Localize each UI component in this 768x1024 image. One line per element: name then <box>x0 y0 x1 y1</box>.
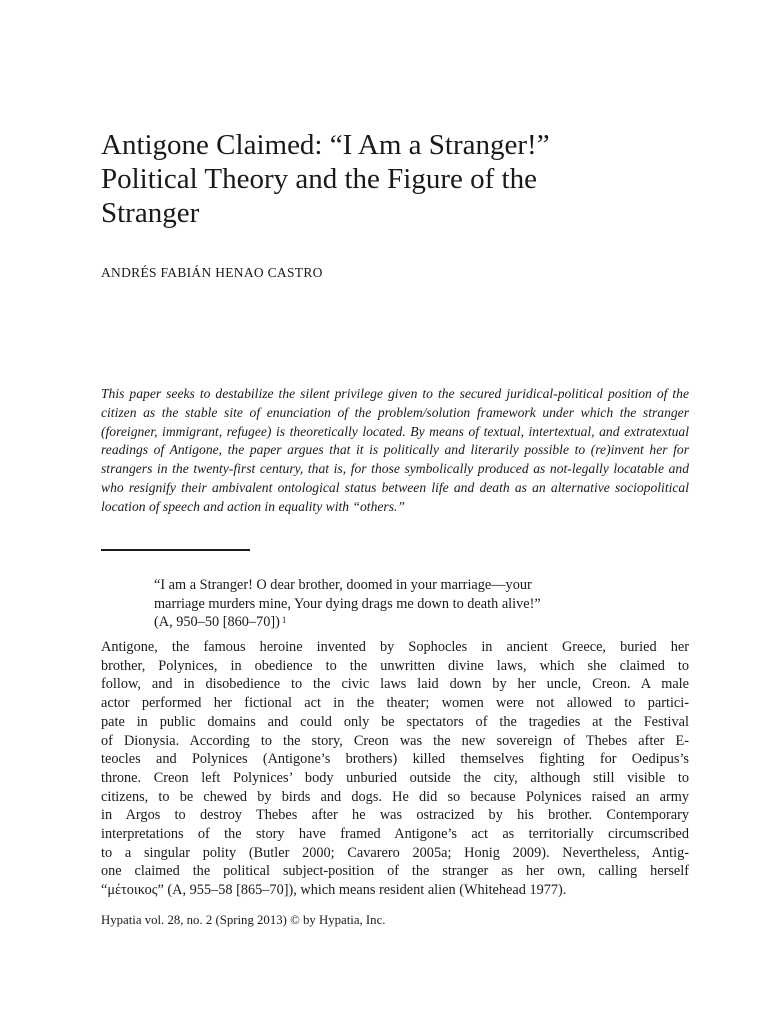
epigraph-line: “I am a Stranger! O dear brother, doomed in your marriage—your <box>154 577 532 593</box>
body-line: actor performed her fictional act in the theater; women were not allowed to partici- <box>101 695 689 712</box>
body-line: brother, Polynices, in obedience to the unwritten divine laws, which she claimed to <box>101 657 689 674</box>
body-line: throne. Creon left Polynices’ body unburied outside the city, although still visible to <box>101 769 689 786</box>
body-line: in Argos to destroy Thebes after he was ostracized by his brother. Contemporary <box>101 807 689 824</box>
body-line: follow, and in disobedience to the civic laws laid down by her uncle, Creon. A male <box>101 676 689 693</box>
journal-footer: Hypatia vol. 28, no. 2 (Spring 2013) © by Hypatia, Inc. <box>101 913 386 927</box>
body-line: citizens, to be chewed by birds and dogs. He did so because Polynices raised an army <box>101 788 689 805</box>
article-title <box>101 128 681 230</box>
title-line: Antigone Claimed: “I Am a Stranger!” <box>101 129 550 161</box>
body-line: interpretations of the story have framed Antigone’s act as territorially circumscribed <box>101 826 689 843</box>
section-divider <box>101 549 250 551</box>
body-line: pate in public domains and could only be spectators of the tragedies at the Festival <box>101 713 689 730</box>
footnote-marker[interactable]: 1 <box>281 615 287 625</box>
body-paragraph <box>101 638 689 900</box>
body-line: one claimed the political subject-position of the stranger as her own, calling herself <box>101 863 689 880</box>
body-line: Antigone, the famous heroine invented by Sophocles in ancient Greece, buried her <box>101 639 689 655</box>
title-line: Political Theory and the Figure of the <box>101 163 537 195</box>
epigraph <box>154 576 636 632</box>
body-line: “μέτοικος” (A, 955–58 [865–70]), which means resident alien (Whitehead 1977). <box>101 882 567 899</box>
body-line: teocles and Polynices (Antigone’s brothers) killed themselves fighting for Oedipus’s <box>101 751 689 768</box>
body-line: to a singular polity (Butler 2000; Cavarero 2005a; Honig 2009). Nevertheless, Antig- <box>101 844 689 861</box>
author-name: ANDRÉS FABIÁN HENAO CASTRO <box>101 265 323 280</box>
body-line: of Dionysia. According to the story, Creon was the new sovereign of Thebes after E- <box>101 732 689 749</box>
abstract: This paper seeks to destabilize the silent privilege given to the secured juridical-political position of the citizen as the stable site of enunciation of the problem/solution framework under which the stranger (foreigner, immigrant, refugee) is theoretically located. By means of textual, intertextual, and extratextual readings of Antigone, the paper argues that it is politically and literarily possible to (re)invent her for strangers in the twenty-first century, that is, for those symbolically produced as not-legally locatable and who resignify their ambivalent ontological status between life and death as an alternative sociopolitical location of speech and action in equality with “others.” <box>101 386 689 514</box>
epigraph-citation <box>154 613 636 632</box>
epigraph-line: marriage murders mine, Your dying drags me down to death alive!” <box>154 595 541 612</box>
epigraph-citation-text: (A, 950–50 [860–70]) <box>154 614 280 630</box>
title-line: Stranger <box>101 197 200 229</box>
